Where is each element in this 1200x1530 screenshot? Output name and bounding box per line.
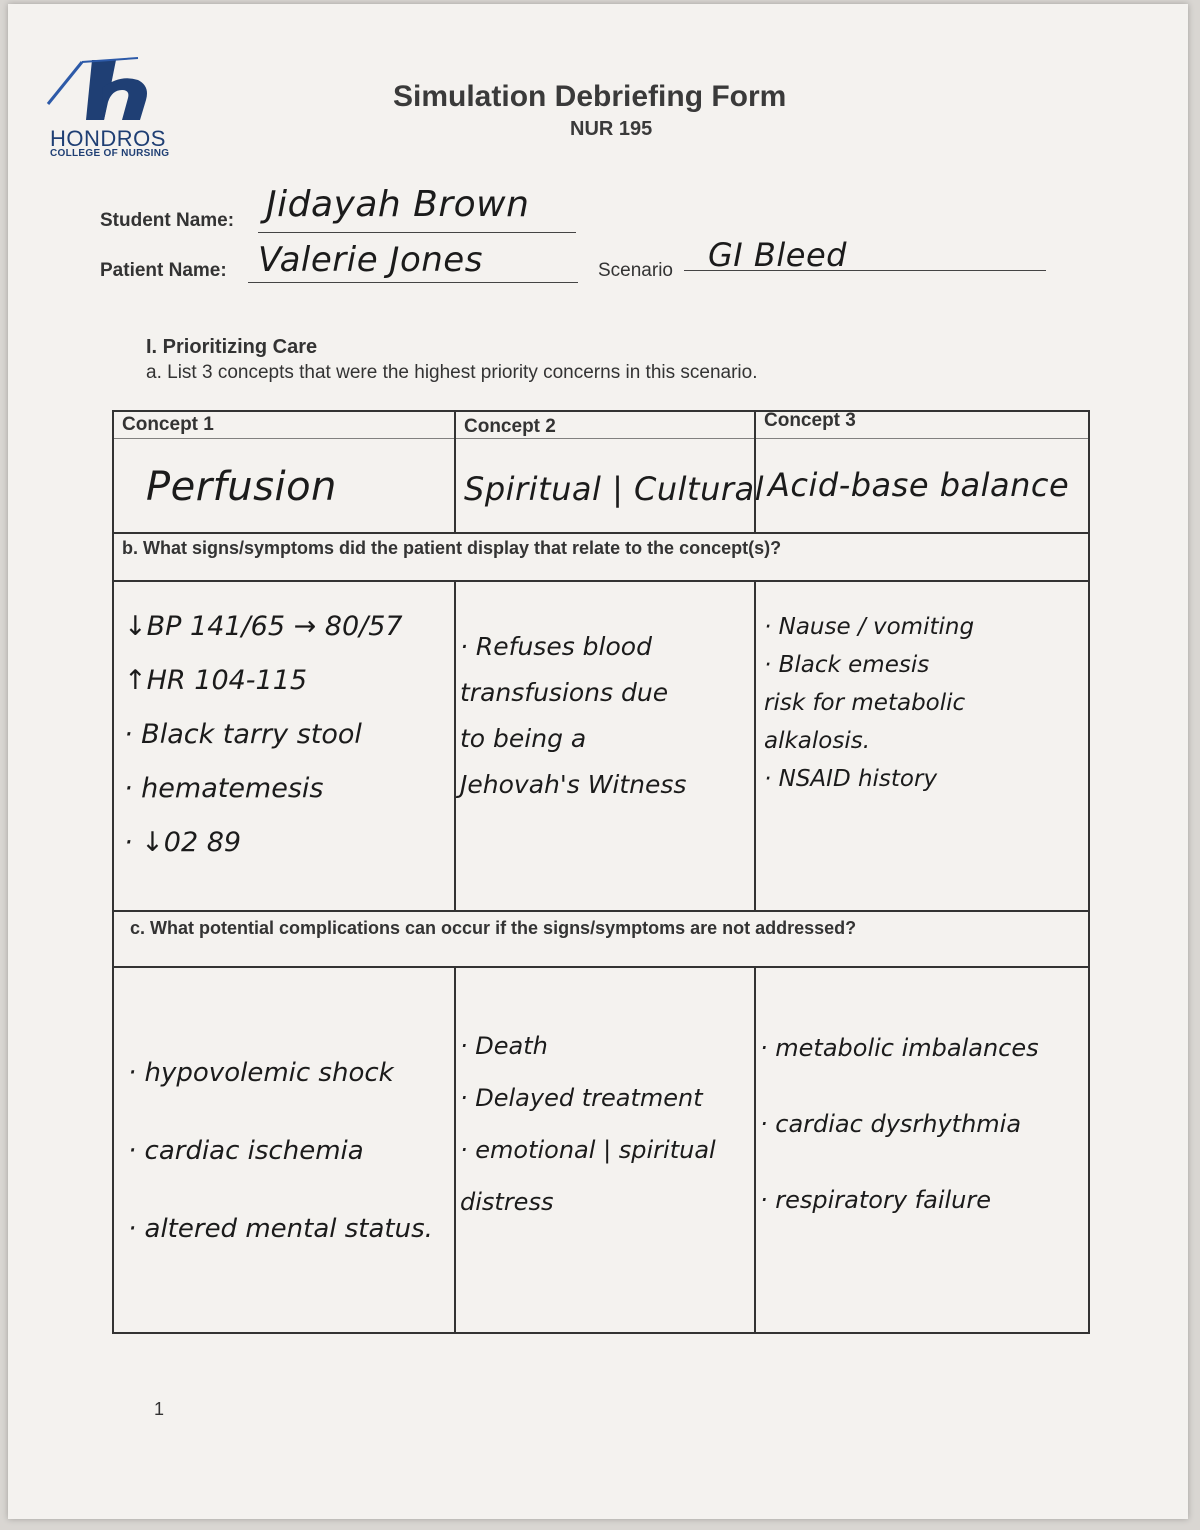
complication-line: · cardiac dysrhythmia <box>760 1110 1022 1138</box>
symptoms-concept-2[interactable] <box>460 624 686 808</box>
scenario-value[interactable]: GI Bleed <box>708 236 847 274</box>
row-divider-c-head <box>112 966 1090 968</box>
section-heading: I. Prioritizing Care <box>146 336 318 358</box>
symptom-line: · Refuses blood <box>460 632 652 661</box>
col-divider-2b <box>754 580 756 910</box>
student-name-label: Student Name: <box>100 210 235 231</box>
complication-line: · Death <box>460 1032 548 1060</box>
student-name-line <box>258 232 576 233</box>
table-border-top <box>112 410 1090 412</box>
question-a: a. List 3 concepts that were the highest priority concerns in this scenario. <box>146 362 758 383</box>
complications-concept-2[interactable] <box>460 1020 716 1228</box>
concept-2-header: Concept 2 <box>464 416 556 437</box>
symptoms-concept-3[interactable] <box>764 608 974 798</box>
symptom-line: · ↓02 89 <box>124 827 242 858</box>
symptom-line: · hematemesis <box>124 773 324 804</box>
symptom-line: · Black emesis <box>764 652 930 678</box>
complication-line: · metabolic imbalances <box>760 1034 1039 1062</box>
symptom-line: · Black tarry stool <box>124 719 362 750</box>
concept-3-header: Concept 3 <box>764 410 856 431</box>
student-name-value[interactable]: Jidayah Brown <box>266 184 530 225</box>
table-border-bottom <box>112 1332 1090 1334</box>
form-page <box>8 4 1188 1519</box>
question-b: b. What signs/symptoms did the patient display that relate to the concept(s)? <box>122 538 782 558</box>
complication-line: · emotional | spiritual <box>460 1136 716 1164</box>
col-divider-1b <box>454 580 456 910</box>
complication-line: · hypovolemic shock <box>128 1058 394 1088</box>
symptom-line: transfusions due <box>460 678 669 707</box>
row-divider-b-head <box>112 580 1090 582</box>
complication-line: · cardiac ischemia <box>128 1136 364 1166</box>
symptom-line: · Nause / vomiting <box>764 614 975 640</box>
symptoms-concept-1[interactable] <box>124 600 403 870</box>
symptom-line: risk for metabolic <box>764 690 966 716</box>
col-divider-1a <box>454 410 456 532</box>
logo-subtitle: COLLEGE OF NURSING <box>50 148 170 159</box>
concept-1-header: Concept 1 <box>122 414 214 435</box>
symptom-line: · NSAID history <box>764 766 938 792</box>
course-code: NUR 195 <box>570 118 653 140</box>
scenario-label: Scenario <box>598 260 673 281</box>
complication-line: · Delayed treatment <box>460 1084 703 1112</box>
header-underline <box>112 438 1090 439</box>
concept-2-value[interactable]: Spiritual | Cultural <box>464 470 765 508</box>
row-divider-a <box>112 532 1090 534</box>
complication-line: distress <box>460 1188 554 1216</box>
concept-1-value[interactable]: Perfusion <box>146 464 337 510</box>
symptom-line: alkalosis. <box>764 728 871 754</box>
symptom-line: to being a <box>460 724 587 753</box>
symptom-line: ↑HR 104-115 <box>124 665 308 696</box>
table-border-left <box>112 410 114 1334</box>
table-border-right <box>1088 410 1090 1334</box>
complications-concept-1[interactable] <box>128 1034 433 1268</box>
form-title: Simulation Debriefing Form <box>393 80 787 113</box>
symptom-line: ↓BP 141/65 → 80/57 <box>124 611 403 642</box>
complication-line: · altered mental status. <box>128 1214 433 1244</box>
patient-name-line <box>248 282 578 283</box>
question-c: c. What potential complications can occur if the signs/symptoms are not addressed? <box>130 918 857 938</box>
complications-concept-3[interactable] <box>760 1010 1039 1238</box>
symptom-line: Jehovah's Witness <box>460 770 687 799</box>
col-divider-2c <box>754 966 756 1332</box>
row-divider-b <box>112 910 1090 912</box>
page-number: 1 <box>154 1399 165 1419</box>
concept-3-value[interactable]: Acid-base balance <box>768 466 1070 504</box>
patient-name-label: Patient Name: <box>100 260 227 281</box>
patient-name-value[interactable]: Valerie Jones <box>258 240 483 280</box>
logo-name: HONDROS <box>50 126 166 151</box>
col-divider-1c <box>454 966 456 1332</box>
complication-line: · respiratory failure <box>760 1186 991 1214</box>
